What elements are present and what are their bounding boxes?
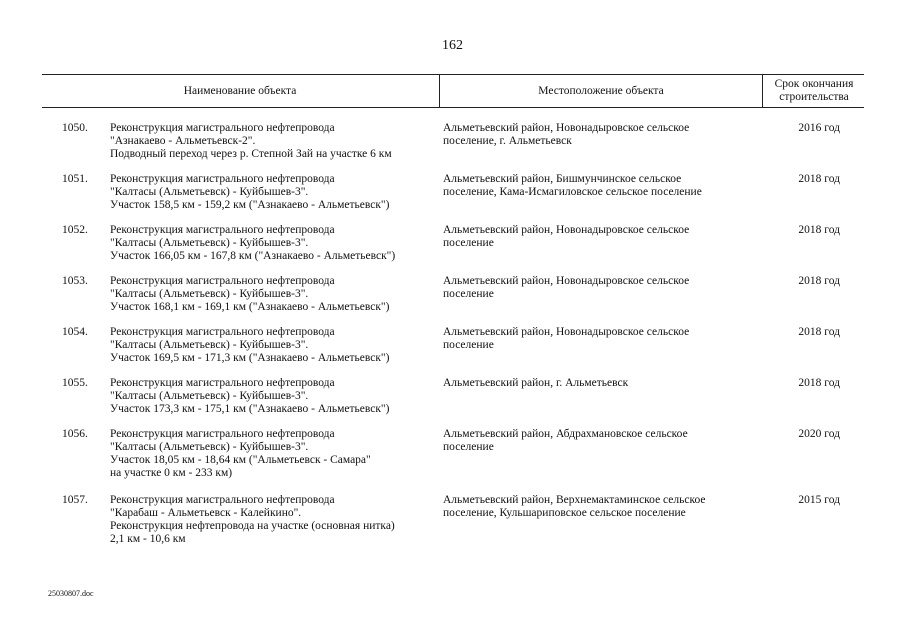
- object-location: Альметьевский район, Новонадыровское сельское поселение: [443, 326, 690, 351]
- row-number: 1050.: [62, 122, 88, 134]
- completion-term: 2018 год: [798, 224, 840, 236]
- row-number: 1054.: [62, 326, 88, 338]
- object-name: Реконструкция магистрального нефтепровода "Калтасы (Альметьевск) - Куйбышев-3". Участок 18,05 км - 18,64 км ("Альметьевск - Самара" на участке 0 км - 233 км): [110, 428, 371, 479]
- completion-term: 2016 год: [798, 122, 840, 134]
- object-name: Реконструкция магистрального нефтепровода "Карабаш - Альметьевск - Калейкино". Реконструкция нефтепровода на участке (основная нитка) 2,1 км - 10,6 км: [110, 494, 395, 545]
- document-filename: 25030807.doc: [48, 589, 94, 598]
- completion-term: 2015 год: [798, 494, 840, 506]
- row-number: 1055.: [62, 377, 88, 389]
- completion-term: 2020 год: [798, 428, 840, 440]
- row-number: 1057.: [62, 494, 88, 506]
- object-name: Реконструкция магистрального нефтепровода "Калтасы (Альметьевск) - Куйбышев-3". Участок 166,05 км - 167,8 км ("Азнакаево - Альметьевск"): [110, 224, 396, 262]
- table-header: [42, 74, 864, 108]
- completion-term: 2018 год: [798, 275, 840, 287]
- row-number: 1051.: [62, 173, 88, 185]
- header-location: Местоположение объекта: [439, 75, 762, 107]
- object-name: Реконструкция магистрального нефтепровода "Калтасы (Альметьевск) - Куйбышев-3". Участок 173,3 км - 175,1 км ("Азнакаево - Альметьевск"): [110, 377, 390, 415]
- object-location: Альметьевский район, Верхнемактаминское сельское поселение, Кульшариповское сельское поселение: [443, 494, 706, 519]
- completion-term: 2018 год: [798, 326, 840, 338]
- row-number: 1056.: [62, 428, 88, 440]
- header-term: Срок окончания строительства: [762, 75, 865, 107]
- row-number: 1053.: [62, 275, 88, 287]
- object-name: Реконструкция магистрального нефтепровода "Калтасы (Альметьевск) - Куйбышев-3". Участок 168,1 км - 169,1 км ("Азнакаево - Альметьевск"): [110, 275, 390, 313]
- object-name: Реконструкция магистрального нефтепровода "Калтасы (Альметьевск) - Куйбышев-3". Участок 169,5 км - 171,3 км ("Азнакаево - Альметьевск"): [110, 326, 390, 364]
- completion-term: 2018 год: [798, 377, 840, 389]
- object-location: Альметьевский район, Новонадыровское сельское поселение: [443, 275, 690, 300]
- object-name: Реконструкция магистрального нефтепровода "Калтасы (Альметьевск) - Куйбышев-3". Участок 158,5 км - 159,2 км ("Азнакаево - Альметьевск"): [110, 173, 390, 211]
- completion-term: 2018 год: [798, 173, 840, 185]
- object-name: Реконструкция магистрального нефтепровода "Азнакаево - Альметьевск-2". Подводный переход через р. Степной Зай на участке 6 км: [110, 122, 392, 160]
- row-number: 1052.: [62, 224, 88, 236]
- object-location: Альметьевский район, г. Альметьевск: [443, 377, 629, 389]
- object-location: Альметьевский район, Абдрахмановское сельское поселение: [443, 428, 688, 453]
- page-number: 162: [442, 38, 463, 53]
- object-location: Альметьевский район, Бишмунчинское сельское поселение, Кама-Исмагиловское сельское поселение: [443, 173, 702, 198]
- object-location: Альметьевский район, Новонадыровское сельское поселение, г. Альметьевск: [443, 122, 690, 147]
- object-location: Альметьевский район, Новонадыровское сельское поселение: [443, 224, 690, 249]
- header-name: Наименование объекта: [183, 84, 297, 97]
